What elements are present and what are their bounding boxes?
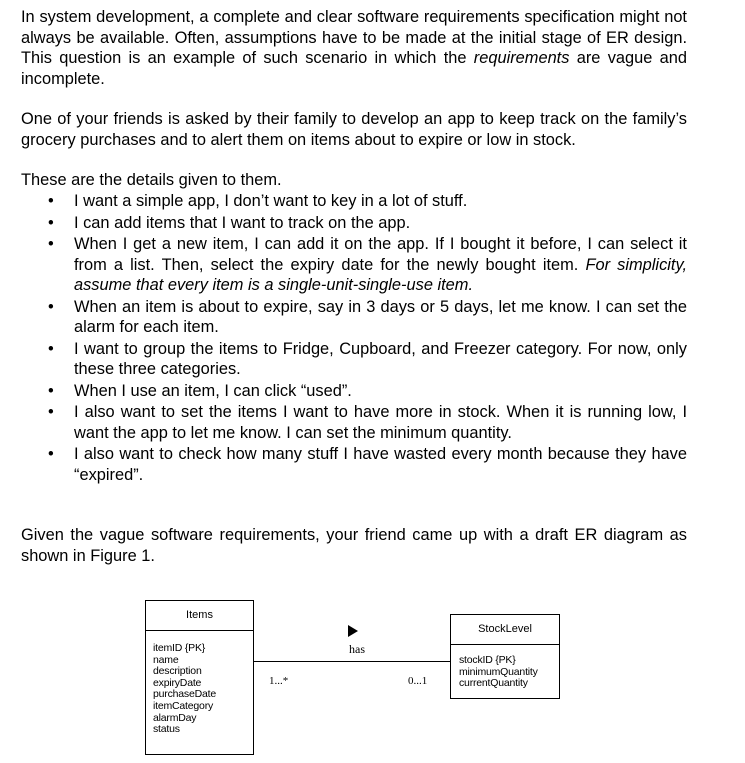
bullet-icon: • (48, 445, 54, 463)
list-item-text: I also want to check how many stuff I have wasted every month because they have “expired”. (74, 445, 687, 484)
attribute: minimumQuantity (459, 665, 538, 678)
bullet-icon: • (48, 381, 54, 400)
list-item (21, 381, 687, 402)
multiplicity-right: 0...1 (408, 675, 428, 687)
intro-emphasis: requirements (473, 49, 570, 67)
intro-text: In system development, a complete and clear software requirements specification might not always be available. Often, assumptions have to be made at the initial stage of ER design. This question is an example of such scenario in which the (21, 8, 687, 67)
bullet-icon: • (48, 235, 54, 253)
attribute: itemID {PK} (153, 642, 206, 654)
intro-text-end: are vague and incomplete. (21, 49, 687, 88)
bullet-icon: • (48, 403, 54, 421)
diagram-intro: Given the vague software requirements, your friend came up with a draft ER diagram as shown in Figure 1. (21, 526, 687, 565)
items-entity-title: Items (146, 601, 253, 631)
list-item-text: When I use an item, I can click “used”. (74, 381, 352, 400)
attribute: purchaseDate (153, 688, 216, 701)
list-item (21, 213, 687, 234)
direction-arrow-icon (347, 624, 359, 638)
list-item-text: I want to group the items to Fridge, Cupboard, and Freezer category. For now, only these three categories. (74, 339, 687, 378)
details-intro: These are the details given to them. (21, 171, 282, 189)
list-item (21, 297, 687, 338)
scenario-paragraph: One of your friends is asked by their family to develop an app to keep track on the family’s grocery purchases and to alert them on items about to expire or low in stock. (21, 110, 687, 149)
items-entity (145, 600, 254, 755)
relationship-label: has (349, 642, 365, 656)
list-item-text: When I get a new item, I can add it on the app. If I bought it before, I can select it from a list. Then, select the expiry date for the newly bought item. (74, 235, 687, 274)
attribute: status (153, 723, 180, 736)
multiplicity-left: 1...* (269, 675, 289, 687)
list-item (21, 444, 687, 485)
attribute: expiryDate (153, 676, 202, 689)
intro-paragraph (21, 7, 687, 89)
list-item-text: I can add items that I want to track on the app. (74, 213, 411, 232)
attribute: description (153, 665, 202, 678)
list-item-text: I also want to set the items I want to have more in stock. When it is running low, I want the app to let me know. I can set the minimum quantity. (74, 403, 687, 442)
list-item-text: When an item is about to expire, say in 3 days or 5 days, let me know. I can set the alarm for each item. (74, 297, 687, 336)
attribute: currentQuantity (459, 677, 528, 690)
list-item-text: I want a simple app, I don’t want to key in a lot of stuff. (74, 192, 468, 210)
attribute: stockID {PK} (459, 654, 516, 666)
attribute: itemCategory (153, 699, 214, 712)
list-item (21, 234, 687, 296)
stocklevel-entity-title: StockLevel (451, 615, 559, 645)
stocklevel-entity (450, 614, 560, 699)
requirements-list (21, 191, 687, 486)
bullet-icon: • (48, 339, 54, 358)
items-attributes (153, 643, 216, 736)
list-item (21, 339, 687, 380)
attribute: alarmDay (153, 711, 197, 724)
bullet-icon: • (48, 213, 54, 232)
bullet-icon: • (48, 297, 54, 316)
stocklevel-attributes (459, 655, 538, 690)
list-item (21, 191, 687, 212)
relationship-line (253, 661, 450, 662)
list-item (21, 402, 687, 443)
bullet-icon: • (48, 192, 54, 210)
list-item-emphasis: For simplicity, assume that every item is a single-unit-single-use item. (74, 255, 687, 294)
attribute: name (153, 653, 179, 666)
